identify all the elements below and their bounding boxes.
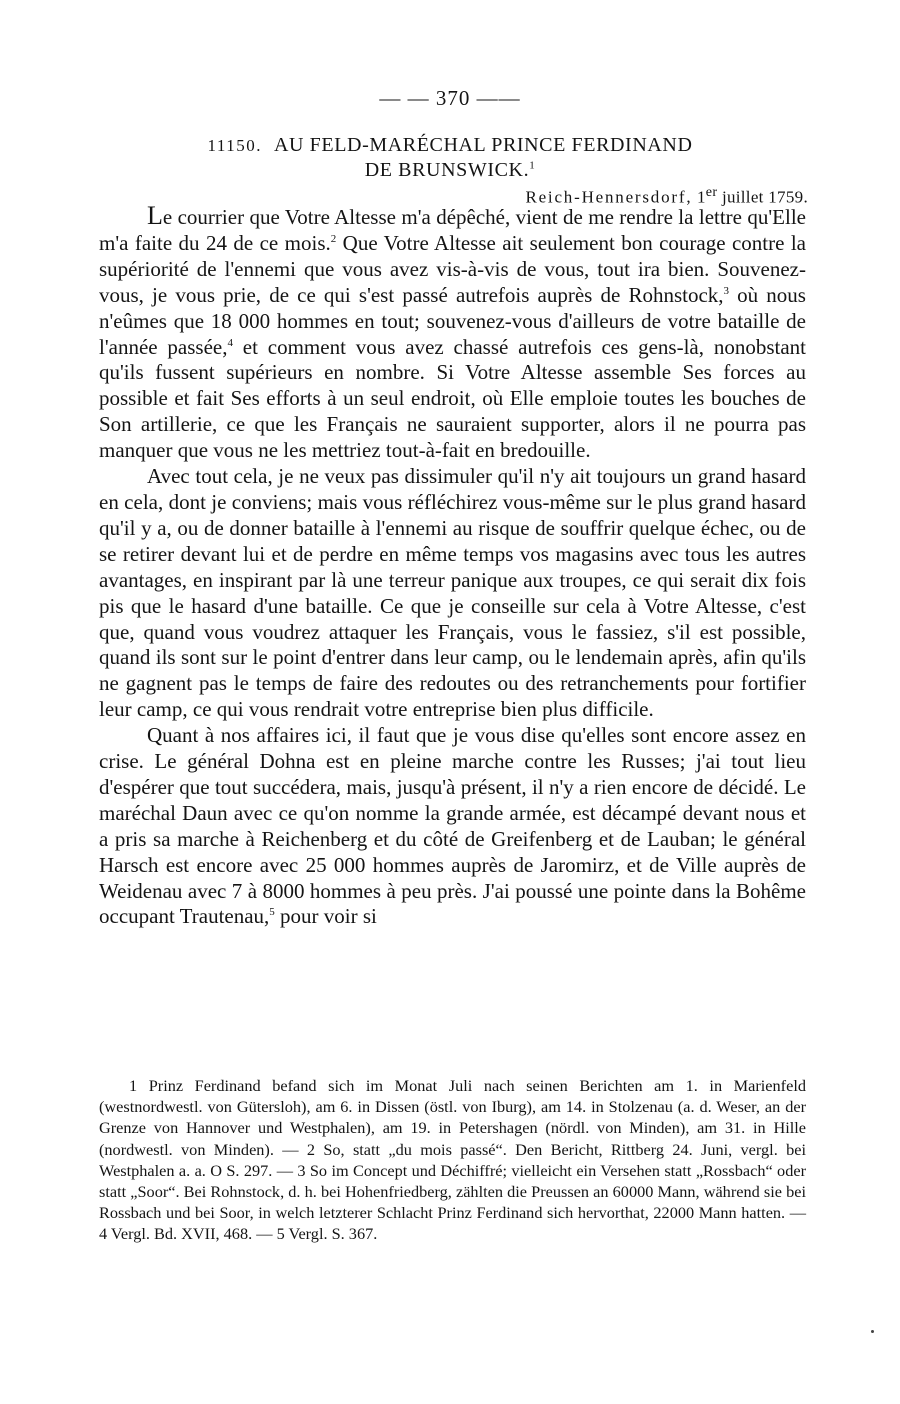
letter-heading	[100, 133, 800, 183]
letter-place: Reich-Hennersdorf,	[525, 187, 693, 207]
letter-date-rest: juillet 1759.	[721, 187, 808, 207]
initial-letter: L	[147, 201, 163, 230]
paper-speck	[871, 1330, 874, 1333]
body-text: et comment vous avez chassé autrefois ces gens-là, nonobstant qu'ils fussent supérieurs en nombre. Si Votre Altesse assemble Ses forces au possible et fait Ses efforts à un seul endroit, où Elle emploie toutes les bouches de Son artillerie, ce que les Français ne sauraient supporter, alors il ne pourra pas manquer que vous ne les mettriez tout-à-fait en bredouille.	[99, 334, 806, 463]
footnote-marker: 1	[529, 159, 536, 172]
body-text: Que Votre Altesse ait seulement bon courage contre la supériorité de l'ennemi que vous avez vis-à-vis de vous, tout ira bien. Souvenez-vous, je vous prie, de ce qui s'est passé autrefois auprès de Rohnstock,	[99, 230, 806, 307]
letter-title-line1: AU FELD-MARÉCHAL PRINCE FERDINAND	[273, 134, 693, 156]
letter-date-day: 1	[696, 187, 706, 207]
page-number: — — 370 ——	[379, 86, 521, 110]
letter-title-line2: DE BRUNSWICK.	[364, 159, 530, 181]
body-paragraph-1	[99, 203, 806, 464]
letter-number: 11150.	[207, 136, 262, 155]
footnote-marker: 4	[227, 336, 233, 349]
body-text: où nous n'eûmes que 18 000 hommes en tout; souvenez-vous d'ailleurs de votre bataille de l'année passée,	[99, 282, 806, 359]
letter-date-suffix: er	[705, 184, 718, 200]
footnote-marker: 3	[723, 284, 730, 297]
footnotes	[99, 1075, 806, 1245]
body-paragraph-3	[99, 723, 806, 930]
body-text: e courrier que Votre Altesse m'a dépêché, vient de me rendre la lettre qu'Elle m'a faite du 24 de ce mois.	[99, 205, 806, 255]
letter-body	[99, 203, 806, 930]
body-text: pour voir si	[274, 904, 377, 929]
body-paragraph-2: Avec tout cela, je ne veux pas dissimuler qu'il n'y ait toujours un grand hasard en cela, dont je conviens; mais vous réfléchirez vous-même sur le plus grand hasard qu'il y a, ou de donner bataille à l'ennemi au risque de souffrir quelque échec, ou de se retirer devant lui et de perdre en même temps vos magasins avec tous les autres avantages, en inspirant par là une terreur panique aux troupes, ce qui serait dix fois pis que le hasard d'une bataille. Ce que je conseille sur cela à Votre Altesse, c'est que, quand vous voudrez attaquer les Français, vous le fassiez, s'il est possible, quand ils sont sur le point d'entrer dans leur camp, ou le lendemain après, afin qu'ils ne gagnent pas le temps de faire des redoutes ou des retranchements pour fortifier leur camp, ce qui vous rendrait votre entreprise bien plus difficile.	[99, 464, 806, 722]
footnote-marker: 2	[330, 232, 337, 245]
footnotes-text: 1 Prinz Ferdinand befand sich im Monat Juli nach seinen Berichten am 1. in Marienfeld (westnordwestl. von Gütersloh), am 6. in Dissen (östl. von Iburg), am 14. in Stolzenau (a. d. Weser, an der Grenze von Hannover und Westphalen), am 19. in Petershagen (nördl. von Minden), am 31. in Hille (nordwestl. von Minden). — 2 So, statt „du mois passé“. Den Bericht, Rittberg 24. Juni, vergl. bei Westphalen a. a. O S. 297. — 3 So im Concept und Déchiffré; vielleicht ein Versehen statt „Rossbach“ oder statt „Soor“. Bei Rohnstock, d. h. bei Hohenfriedberg, zählten die Preussen an 60000 Mann, während sie bei Rossbach und bei Soor, in welch letzterer Schlacht Prinz Ferdinand sich hervorthat, 22000 Mann hatten. — 4 Vergl. Bd. XVII, 468. — 5 Vergl. S. 367.	[99, 1076, 806, 1244]
body-text: Quant à nos affaires ici, il faut que je vous dise qu'elles sont encore assez en crise. Le général Dohna est en pleine marche contre les Russes; j'ai tout lieu d'espérer que tout succédera, mais, jusqu'à présent, il n'y a rien encore de décidé. Le maréchal Daun avec ce qu'on nomme la grande armée, est décampé devant nous et a pris sa marche à Reichenberg et du côté de Greifenberg et de Lauban; le général Harsch est encore avec 25 000 hommes auprès de Jaromirz, et de Ville auprès de Weidenau avec 7 à 8000 hommes à peu près. J'ai poussé une pointe dans la Bohême occupant Trautenau,	[99, 723, 806, 929]
footnote-marker: 5	[269, 906, 275, 919]
